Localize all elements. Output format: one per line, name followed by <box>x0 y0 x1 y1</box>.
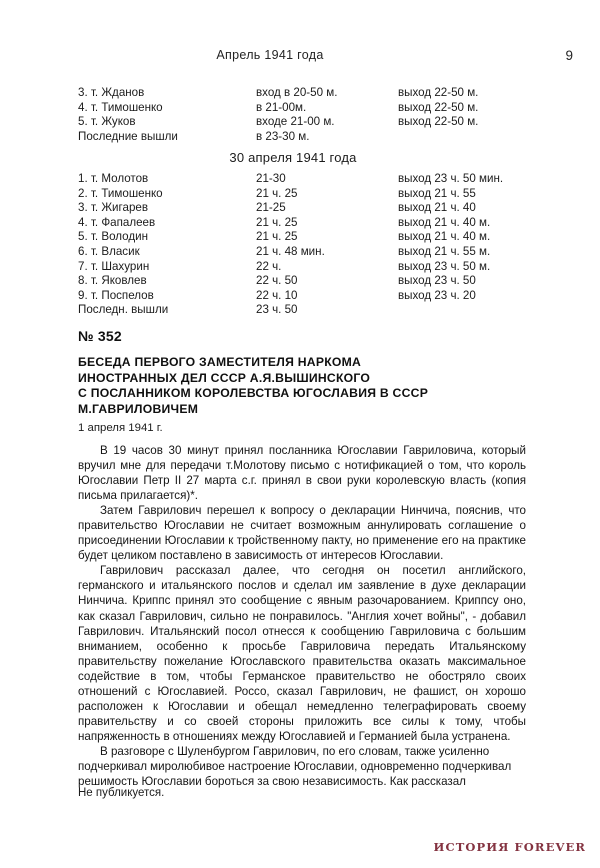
section-date-heading: 30 апреля 1941 года <box>229 150 357 165</box>
attendee-name: 6. т. Власик <box>78 244 140 258</box>
attendance-row <box>78 260 578 275</box>
attendance-row <box>78 187 578 202</box>
exit-time: выход 23 ч. 50 <box>398 274 476 288</box>
attendee-name: 7. т. Шахурин <box>78 259 150 273</box>
exit-time: выход 23 ч. 50 м. <box>398 259 491 273</box>
attendee-name: 1. т. Молотов <box>78 172 149 185</box>
attendee-name: 4. т. Тимошенко <box>78 100 163 114</box>
attendance-row <box>78 201 578 216</box>
body-paragraph: В разговоре с Шуленбургом Гаврилович, по его словам, также усиленно подчеркивал миролюбивое настроение Югославии, одновременно подчеркивал решимость Югославии бороться за свою независимость. Как рассказал <box>78 744 512 789</box>
attendance-row <box>78 216 578 231</box>
attendance-row <box>78 230 578 245</box>
body-paragraph: Затем Гаврилович перешел к вопросу о декларации Нинчича, пояснив, что правительство Югославии не считает возможным аннулировать соглашение о присоединении Югославии к тройственному пакту, но применение его на практике будет целиком поставлено в зависимость от интересов Югославии. <box>78 504 526 563</box>
document-number: № 352 <box>78 328 122 344</box>
document-title-line: С ПОСЛАННИКОМ КОРОЛЕВСТВА ЮГОСЛАВИЯ В СССР <box>78 386 429 400</box>
page-number: 9 <box>565 48 573 63</box>
attendee-name: 3. т. Жданов <box>78 86 145 99</box>
document-date: 1 апреля 1941 г. <box>78 422 163 434</box>
watermark: ИСТОРИЯ FOREVER <box>433 840 586 854</box>
attendance-row <box>78 101 578 116</box>
attendance-row <box>78 130 578 145</box>
entry-time: 22 ч. 10 <box>256 288 298 302</box>
document-title <box>78 355 528 417</box>
body-paragraph: Гаврилович рассказал далее, что сегодня он посетил английского, германского и итальянского послов и сделал им заявление в духе декларации Нинчича. Криппс принял это сообщение с явным разочарованием. Криппсу оно, как сказал Гаврилович, сильно не понравилось. "Англия хочет войны", - добавил Гаврилович. Итальянский посол отнесся к сообщению Гавриловича с большим вниманием, особенно к просьбе Гавриловича передать Итальянскому правительству пожелание Югославского правительства оказать максимальное содействие в том, чтобы Германское правительство не обостряло своих отношений с Югославией. Россо, сказал Гаврилович, не фашист, он хорошо расположен к Югославии и обещал немедленно телеграфировать своему правительству и со своей стороны приложить все силы к тому, чтобы напряженность в отношениях между Югославией и Германией была устранена. <box>78 564 526 743</box>
attendance-row <box>78 303 578 318</box>
attendance-row <box>78 274 578 289</box>
exit-time: выход 23 ч. 50 мин. <box>398 172 504 185</box>
entry-time: 23 ч. 50 <box>256 303 298 317</box>
document-title-line: М.ГАВРИЛОВИЧЕМ <box>78 401 199 416</box>
attendee-name: 5. т. Жуков <box>78 115 136 129</box>
attendance-row <box>78 115 578 130</box>
attendance-row <box>78 86 578 101</box>
exit-time: выход 22-50 м. <box>398 100 479 114</box>
exit-time: выход 23 ч. 20 <box>398 288 476 302</box>
attendee-name: 9. т. Поспелов <box>78 288 154 302</box>
attendee-name: 8. т. Яковлев <box>78 274 147 288</box>
exit-time: выход 22-50 м. <box>398 115 479 129</box>
exit-time: выход 21 ч. 55 м. <box>398 244 491 258</box>
body-paragraph: В 19 часов 30 минут принял посланника Югославии Гавриловича, который вручил мне для передачи т.Молотову письмо с нотификацией о том, что король Югославии Петр II 27 марта с.г. принял в свои руки королевскую власть (копия письма прилагается)*. <box>78 444 526 503</box>
entry-time: 21 ч. 25 <box>256 215 298 229</box>
entry-time: входе 21-00 м. <box>256 115 335 129</box>
entry-time: 21 ч. 25 <box>256 186 298 200</box>
attendance-row <box>78 245 578 260</box>
entry-time: 21 ч. 25 <box>256 230 298 244</box>
entry-time: в 21-00м. <box>256 100 307 114</box>
exit-time: выход 21 ч. 55 <box>398 186 476 200</box>
entry-time: 22 ч. 50 <box>256 274 298 288</box>
exit-time: выход 21 ч. 40 м. <box>398 215 491 229</box>
attendee-name: 2. т. Тимошенко <box>78 186 163 200</box>
exit-time: выход 21 ч. 40 м. <box>398 230 491 244</box>
running-head-title: Апрель 1941 года <box>216 48 324 62</box>
entry-time: 21 ч. 48 мин. <box>256 244 325 258</box>
running-head <box>0 48 600 68</box>
attendee-name: Последн. вышли <box>78 303 169 317</box>
entry-time: вход в 20-50 м. <box>256 86 338 99</box>
document-title-line: БЕСЕДА ПЕРВОГО ЗАМЕСТИТЕЛЯ НАРКОМА <box>78 355 362 369</box>
document-title-line: ИНОСТРАННЫХ ДЕЛ СССР А.Я.ВЫШИНСКОГО <box>78 370 371 385</box>
entry-time: 21-30 <box>256 172 286 185</box>
attendee-name: 5. т. Володин <box>78 230 149 244</box>
exit-time: выход 21 ч. 40 <box>398 201 476 215</box>
attendance-table-two <box>78 172 578 318</box>
attendee-name: 4. т. Фапалеев <box>78 215 156 229</box>
entry-time: 21-25 <box>256 201 286 215</box>
attendance-table-one <box>78 86 578 144</box>
attendance-row <box>78 289 578 304</box>
attendance-row <box>78 172 578 187</box>
exit-time: выход 22-50 м. <box>398 86 479 99</box>
document-body <box>78 443 526 789</box>
closing-note: Не публикуется. <box>78 787 165 799</box>
entry-time: в 23-30 м. <box>256 129 310 143</box>
attendee-name: 3. т. Жигарев <box>78 201 149 215</box>
entry-time: 22 ч. <box>256 259 282 273</box>
attendee-name: Последние вышли <box>78 129 178 143</box>
